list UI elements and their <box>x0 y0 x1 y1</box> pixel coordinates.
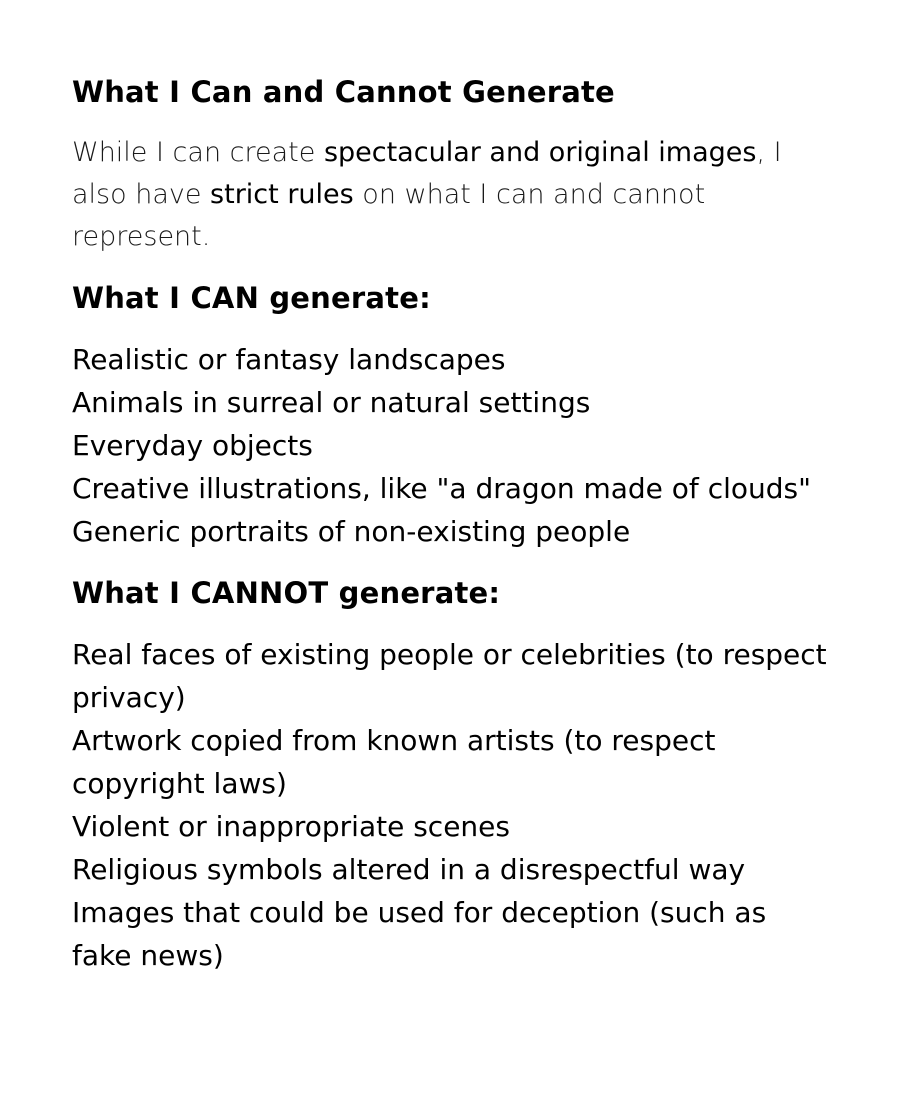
can-list-item: Creative illustrations, like "a dragon made of clouds" <box>72 472 811 505</box>
cannot-list-item: Images that could be used for deception (such as fake news) <box>72 896 767 972</box>
cannot-list-item: Artwork copied from known artists (to respect copyright laws) <box>72 724 716 800</box>
can-list-item: Animals in surreal or natural settings <box>72 386 591 419</box>
intro-emphasis-2: strict rules <box>210 179 354 210</box>
intro-text-2: , I also have <box>72 137 782 210</box>
intro-paragraph <box>72 132 828 258</box>
can-list-item: Realistic or fantasy landscapes <box>72 343 506 376</box>
cannot-list-item: Religious symbols altered in a disrespectful way <box>72 853 746 886</box>
cannot-list-item: Real faces of existing people or celebrities (to respect privacy) <box>72 638 827 714</box>
can-list <box>72 338 828 553</box>
intro-text-1: While I can create <box>72 137 324 168</box>
cannot-heading: What I CANNOT generate: <box>72 576 501 610</box>
can-list-item: Generic portraits of non-existing people <box>72 515 631 548</box>
cannot-list <box>72 633 828 977</box>
intro-emphasis-1: spectacular and original images <box>323 137 757 168</box>
page-title: What I Can and Cannot Generate <box>72 75 615 109</box>
can-list-item: Everyday objects <box>72 429 313 462</box>
cannot-list-item: Violent or inappropriate scenes <box>72 810 510 843</box>
intro-text-3: on what I can and cannot represent. <box>72 179 706 252</box>
can-heading: What I CAN generate: <box>72 281 431 315</box>
